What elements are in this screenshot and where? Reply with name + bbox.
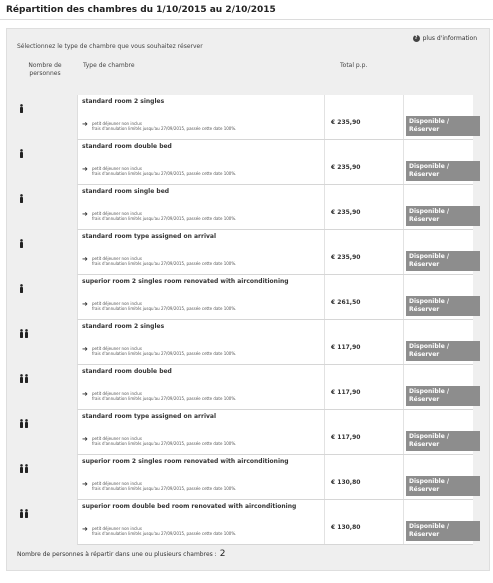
- reserve-button[interactable]: Disponible / Réserver: [406, 341, 480, 361]
- arrow-right-icon: ➜: [82, 300, 88, 308]
- room-name: standard room type assigned on arrival: [82, 413, 217, 420]
- room-list: [77, 95, 473, 545]
- reserve-button[interactable]: Disponible / Réserver: [406, 476, 480, 496]
- room-row: [77, 185, 473, 230]
- arrow-right-icon: ➜: [82, 345, 88, 353]
- room-name: superior room 2 singles room renovated with airconditioning: [82, 278, 289, 285]
- reserve-button[interactable]: Disponible / Réserver: [406, 251, 480, 271]
- room-price: € 117,90: [331, 434, 361, 441]
- arrow-right-icon: ➜: [82, 165, 88, 173]
- room-name: standard room single bed: [82, 188, 170, 195]
- room-details: [82, 256, 322, 266]
- room-row: [77, 275, 473, 320]
- room-conditions: [92, 436, 236, 446]
- room-name: superior room double bed room renovated with airconditioning: [82, 503, 297, 510]
- room-price: € 235,90: [331, 254, 361, 261]
- room-name: standard room double bed: [82, 143, 172, 150]
- person-icon: [18, 98, 32, 107]
- cancellation-info: frais d'annulation limités jusqu'au 27/09/2015, passée cette date 100%.: [92, 531, 237, 536]
- room-price: € 130,80: [331, 524, 361, 531]
- room-price: € 235,90: [331, 164, 361, 171]
- arrow-right-icon: ➜: [82, 255, 88, 263]
- column-header-price: Total p.p.: [340, 62, 368, 69]
- room-price: € 117,90: [331, 389, 361, 396]
- cancellation-info: frais d'annulation limités jusqu'au 27/09/2015, passée cette date 100%.: [92, 351, 237, 356]
- cancellation-info: frais d'annulation limités jusqu'au 27/09/2015, passée cette date 100%.: [92, 396, 237, 401]
- reserve-button[interactable]: Disponible / Réserver: [406, 521, 480, 541]
- room-price: € 130,80: [331, 479, 361, 486]
- two-persons-icon: [18, 458, 32, 467]
- breakfast-info: petit déjeuner non inclus: [92, 481, 142, 486]
- room-row: [77, 365, 473, 410]
- room-price: € 117,90: [331, 344, 361, 351]
- price-cell: [324, 365, 404, 409]
- room-conditions: [92, 391, 236, 401]
- breakfast-info: petit déjeuner non inclus: [92, 436, 142, 441]
- room-row: [77, 500, 473, 545]
- room-conditions: [92, 346, 236, 356]
- room-details: [82, 391, 322, 401]
- arrow-right-icon: ➜: [82, 525, 88, 533]
- column-header-room-type: Type de chambre: [83, 62, 135, 69]
- arrow-right-icon: ➜: [82, 435, 88, 443]
- price-cell: [324, 230, 404, 274]
- cancellation-info: frais d'annulation limités jusqu'au 27/09/2015, passée cette date 100%.: [92, 216, 237, 221]
- room-row: [77, 410, 473, 455]
- room-conditions: [92, 166, 236, 176]
- room-conditions: [92, 256, 236, 266]
- cancellation-info: frais d'annulation limités jusqu'au 27/09/2015, passée cette date 100%.: [92, 306, 237, 311]
- price-cell: [324, 410, 404, 454]
- room-name: standard room 2 singles: [82, 323, 165, 330]
- room-conditions: [92, 211, 236, 221]
- title-divider: [0, 19, 493, 20]
- room-conditions: [92, 481, 236, 491]
- two-persons-icon: [18, 368, 32, 377]
- room-details: [82, 526, 322, 536]
- reserve-button[interactable]: Disponible / Réserver: [406, 386, 480, 406]
- question-icon: ?: [413, 35, 420, 42]
- room-row: [77, 140, 473, 185]
- rooms-panel: [6, 28, 490, 571]
- arrow-right-icon: ➜: [82, 390, 88, 398]
- page-title: Répartition des chambres du 1/10/2015 au 2/10/2015: [6, 5, 276, 15]
- breakfast-info: petit déjeuner non inclus: [92, 121, 142, 126]
- price-cell: [324, 320, 404, 364]
- two-persons-icon: [18, 323, 32, 332]
- room-conditions: [92, 121, 236, 131]
- breakfast-info: petit déjeuner non inclus: [92, 166, 142, 171]
- room-name: superior room 2 singles room renovated with airconditioning: [82, 458, 289, 465]
- reserve-button[interactable]: Disponible / Réserver: [406, 161, 480, 181]
- reserve-button[interactable]: Disponible / Réserver: [406, 206, 480, 226]
- breakfast-info: petit déjeuner non inclus: [92, 391, 142, 396]
- room-row: [77, 455, 473, 500]
- person-icon: [18, 278, 32, 287]
- room-row: [77, 320, 473, 365]
- price-cell: [324, 455, 404, 499]
- reserve-button[interactable]: Disponible / Réserver: [406, 116, 480, 136]
- price-cell: [324, 140, 404, 184]
- breakfast-info: petit déjeuner non inclus: [92, 301, 142, 306]
- persons-summary: [17, 549, 225, 559]
- room-name: standard room double bed: [82, 368, 172, 375]
- room-price: € 235,90: [331, 209, 361, 216]
- room-conditions: [92, 301, 236, 311]
- arrow-right-icon: ➜: [82, 120, 88, 128]
- price-cell: [324, 500, 404, 544]
- room-conditions: [92, 526, 236, 536]
- person-icon: [18, 143, 32, 152]
- room-name: standard room type assigned on arrival: [82, 233, 217, 240]
- room-details: [82, 211, 322, 221]
- reserve-button[interactable]: Disponible / Réserver: [406, 431, 480, 451]
- price-cell: [324, 95, 404, 139]
- room-row: [77, 95, 473, 140]
- more-info-link[interactable]: [413, 35, 477, 42]
- room-details: [82, 481, 322, 491]
- room-details: [82, 121, 322, 131]
- cancellation-info: frais d'annulation limités jusqu'au 27/09/2015, passée cette date 100%.: [92, 126, 237, 131]
- arrow-right-icon: ➜: [82, 210, 88, 218]
- column-header-persons: Nombre de personnes: [28, 62, 62, 77]
- breakfast-info: petit déjeuner non inclus: [92, 211, 142, 216]
- room-price: € 261,50: [331, 299, 361, 306]
- room-row: [77, 230, 473, 275]
- room-details: [82, 436, 322, 446]
- breakfast-info: petit déjeuner non inclus: [92, 526, 142, 531]
- arrow-right-icon: ➜: [82, 480, 88, 488]
- two-persons-icon: [18, 503, 32, 512]
- reserve-button[interactable]: Disponible / Réserver: [406, 296, 480, 316]
- instruction-text: Sélectionnez le type de chambre que vous souhaitez réserver: [17, 43, 203, 50]
- room-price: € 235,90: [331, 119, 361, 126]
- person-icon: [18, 233, 32, 242]
- cancellation-info: frais d'annulation limités jusqu'au 27/09/2015, passée cette date 100%.: [92, 261, 237, 266]
- room-details: [82, 166, 322, 176]
- summary-count: 2: [219, 549, 226, 559]
- room-details: [82, 346, 322, 356]
- person-icon: [18, 188, 32, 197]
- price-cell: [324, 275, 404, 319]
- summary-label: Nombre de personnes à répartir dans une ou plusieurs chambres :: [17, 551, 217, 558]
- cancellation-info: frais d'annulation limités jusqu'au 27/09/2015, passée cette date 100%.: [92, 441, 237, 446]
- cancellation-info: frais d'annulation limités jusqu'au 27/09/2015, passée cette date 100%.: [92, 171, 237, 176]
- breakfast-info: petit déjeuner non inclus: [92, 346, 142, 351]
- more-info-label: plus d'information: [422, 35, 477, 42]
- two-persons-icon: [18, 413, 32, 422]
- price-cell: [324, 185, 404, 229]
- breakfast-info: petit déjeuner non inclus: [92, 256, 142, 261]
- room-details: [82, 301, 322, 311]
- cancellation-info: frais d'annulation limités jusqu'au 27/09/2015, passée cette date 100%.: [92, 486, 237, 491]
- room-name: standard room 2 singles: [82, 98, 165, 105]
